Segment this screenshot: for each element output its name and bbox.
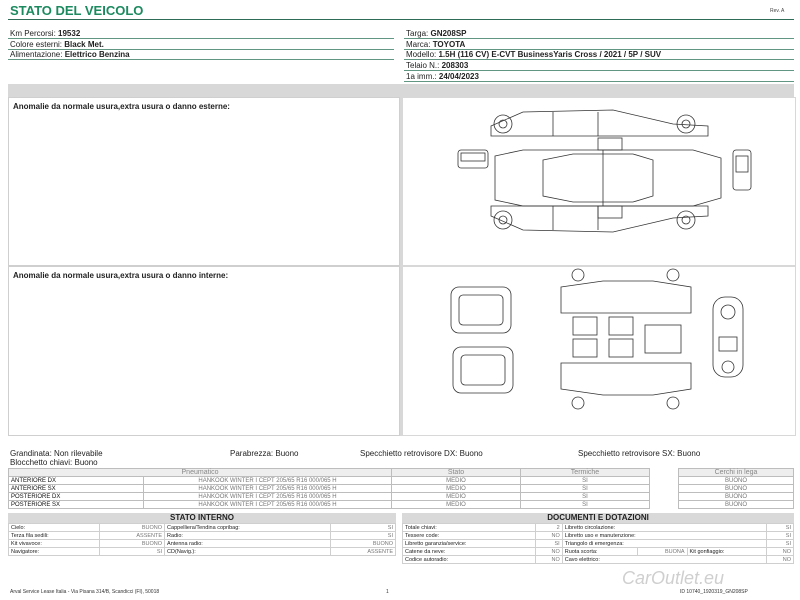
documents-table xyxy=(402,523,794,564)
table-row: Libretto garanzia/service: SI Triangolo di emergenza: SI xyxy=(403,540,794,548)
table-row: POSTERIORE DX HANKOOK WINTER I CEPT 205/65 R16 000/065 H MEDIO SI BUONO xyxy=(9,493,794,501)
divider xyxy=(404,59,794,60)
table-row: Terza fila sedili: ASSENTE Radio: SI xyxy=(9,532,396,540)
divider xyxy=(404,38,794,39)
table-row: Codice autoradio: NO Cavo elettrico: NO xyxy=(403,556,794,564)
color-field: Colore esterni: Black Met. xyxy=(10,40,104,49)
table-row: Cielo: BUONO Cappelliera/Tendina copribag: SI xyxy=(9,524,396,532)
divider xyxy=(404,81,794,82)
model-field: Modello: 1.5H (116 CV) E-CVT BusinessYaris Cross / 2021 / 5P / SUV xyxy=(406,50,662,59)
table-row: Totale chiavi: 2 Libretto circolazione: SI xyxy=(403,524,794,532)
table-row: ANTERIORE SX HANKOOK WINTER I CEPT 205/65 R16 000/065 H MEDIO SI BUONO xyxy=(9,485,794,493)
fuel-field: Alimentazione: Elettrico Benzina xyxy=(10,50,130,59)
table-row: POSTERIORE SX HANKOOK WINTER I CEPT 205/65 R16 000/065 H MEDIO SI BUONO xyxy=(9,501,794,509)
table-row: Tessere code: NO Libretto uso e manutenzione: SI xyxy=(403,532,794,540)
page-title: STATO DEL VEICOLO xyxy=(10,3,144,18)
documents-title: DOCUMENTI E DOTAZIONI xyxy=(402,513,794,523)
interior-status-title: STATO INTERNO xyxy=(8,513,396,523)
divider xyxy=(8,38,394,39)
brand-field: Marca: TOYOTA xyxy=(406,40,466,49)
car-exterior-diagram xyxy=(403,98,795,265)
internal-damage-label: Anomalie da normale usura,extra usura o danno interne: xyxy=(13,271,229,280)
divider xyxy=(404,70,794,71)
footer-code: ID 10740_1920319_GN208SP xyxy=(680,589,748,595)
footer-address: Arval Service Lease Italia - Via Pisana 314/B, Scandicci (FI), 50018 xyxy=(10,589,160,595)
chassis-field: Telaio N.: 208303 xyxy=(406,61,469,70)
km-field: Km Percorsi: 19532 xyxy=(10,29,81,38)
external-damage-panel xyxy=(8,97,400,266)
internal-damage-panel xyxy=(8,266,400,436)
interior-diagram-panel xyxy=(402,266,796,436)
tyres-header-winter: Termiche xyxy=(521,469,650,477)
mirror-dx-status: Specchietto retrovisore DX: Buono xyxy=(360,449,483,458)
carooutlet-watermark-logo: CarOutlet.eu xyxy=(622,568,725,588)
mirror-sx-status: Specchietto retrovisore SX: Buono xyxy=(578,449,701,458)
tyres-table xyxy=(8,468,794,509)
revision-label: Rev. A xyxy=(770,8,785,14)
exterior-diagram-panel xyxy=(402,97,796,266)
table-row: Navigatore: SI CD(Navig.): ASSENTE xyxy=(9,548,396,556)
table-row: Kit vivavoce: BUONO Antenna radio: BUONO xyxy=(9,540,396,548)
external-damage-label: Anomalie da normale usura,extra usura o danno esterne: xyxy=(13,102,230,111)
tyres-header-tyre: Pneumatico xyxy=(9,469,392,477)
tyres-header-rims: Cerchi in lega xyxy=(679,469,794,477)
footer-page-number: 1 xyxy=(386,589,389,595)
divider xyxy=(8,59,394,60)
hail-status: Grandinata: Non rilevabile xyxy=(10,449,103,458)
interior-status-table xyxy=(8,523,396,556)
windshield-status: Parabrezza: Buono xyxy=(230,449,299,458)
car-interior-diagram xyxy=(403,267,795,435)
registration-field: 1a imm.: 24/04/2023 xyxy=(406,72,479,81)
table-row: Catene da neve: NO Ruota scorta: BUONA Kit gonfiaggio: NO xyxy=(403,548,794,556)
keylock-status: Blocchetto chiavi: Buono xyxy=(10,458,98,467)
table-row: ANTERIORE DX HANKOOK WINTER I CEPT 205/65 R16 000/065 H MEDIO SI BUONO xyxy=(9,477,794,485)
title-divider xyxy=(8,19,794,20)
tyres-header-state: Stato xyxy=(392,469,521,477)
plate-field: Targa: GN208SP xyxy=(406,29,467,38)
